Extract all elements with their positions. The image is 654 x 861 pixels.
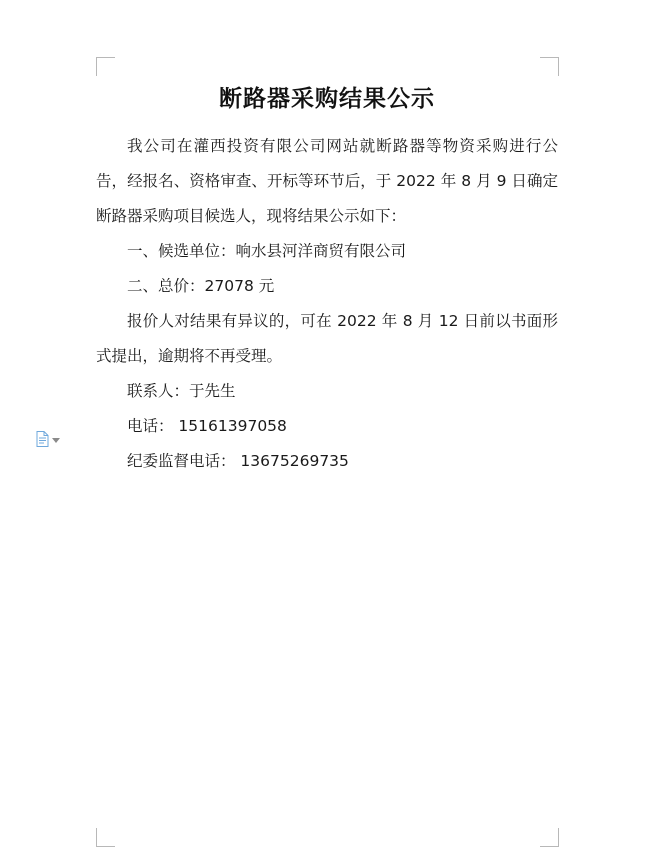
document-icon[interactable] [36,431,49,447]
paragraph-objection-notice: 报价人对结果有异议的，可在 2022 年 8 月 12 日前以书面形式提出，逾期将不再受理。 [96,312,558,366]
paragraph-candidate-unit: 一、候选单位：响水县河洋商贸有限公司 [127,242,407,261]
page-title: 断路器采购结果公示 [219,86,435,112]
paragraph-intro: 我公司在灌西投资有限公司网站就断路器等物资采购进行公告，经报名、资格审查、开标等环节后，于 2022 年 8 月 9 日确定断路器采购项目候选人，现将结果公示如下： [96,137,558,226]
crop-mark-bottom-right [540,828,559,847]
contact-phone: 电话： 15161397058 [127,417,287,436]
crop-mark-top-right [540,57,559,76]
floating-doc-badge[interactable] [36,431,60,447]
crop-mark-top-left [96,57,115,76]
paragraph-total-price: 二、总价：27078 元 [127,277,275,296]
supervision-phone: 纪委监督电话： 13675269735 [127,452,349,471]
chevron-down-icon[interactable] [52,438,60,443]
document-body [96,75,558,479]
contact-person: 联系人：于先生 [127,382,236,401]
crop-mark-bottom-left [96,828,115,847]
